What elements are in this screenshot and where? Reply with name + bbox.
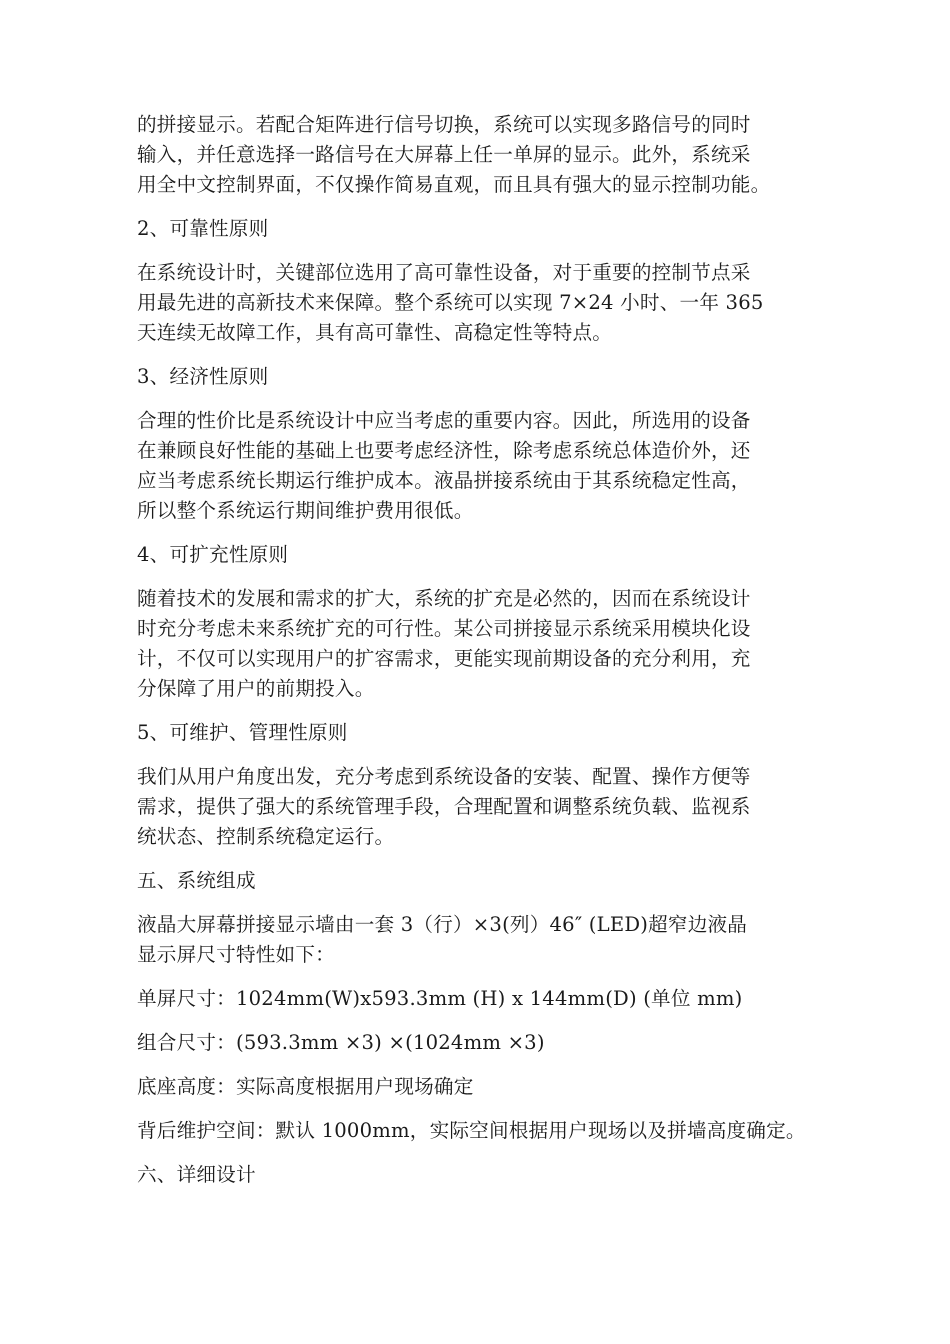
- text-line: 统状态、控制系统稳定运行。: [137, 825, 395, 848]
- paragraph-system-composition: [137, 910, 857, 970]
- text-line: 的拼接显示。若配合矩阵进行信号切换，系统可以实现多路信号的同时: [137, 113, 751, 136]
- spec-combined-size: 组合尺寸：(593.3mm ×3) ×(1024mm ×3): [137, 1031, 545, 1054]
- heading-system-composition: 五、系统组成: [137, 869, 256, 892]
- text-line: 在系统设计时，关键部位选用了高可靠性设备，对于重要的控制节点采: [137, 261, 751, 284]
- document-body: [137, 110, 857, 1204]
- text-line: 需求，提供了强大的系统管理手段，合理配置和调整系统负载、监视系: [137, 795, 751, 818]
- text-line: 显示屏尺寸特性如下：: [137, 943, 335, 966]
- spec-single-screen-size: 单屏尺寸：1024mm(W)x593.3mm (H) x 144mm(D) (单位 mm): [137, 987, 743, 1010]
- spec-base-height: 底座高度：实际高度根据用户现场确定: [137, 1075, 474, 1098]
- heading-maintainability: 5、可维护、管理性原则: [137, 721, 348, 744]
- spec-maintenance-space: 背后维护空间：默认 1000mm，实际空间根据用户现场以及拼墙高度确定。: [137, 1119, 806, 1142]
- text-line: 计，不仅可以实现用户的扩容需求，更能实现前期设备的充分利用，充: [137, 647, 751, 670]
- text-line: 在兼顾良好性能的基础上也要考虑经济性，除考虑系统总体造价外，还: [137, 439, 751, 462]
- text-line: 天连续无故障工作，具有高可靠性、高稳定性等特点。: [137, 321, 613, 344]
- text-line: 合理的性价比是系统设计中应当考虑的重要内容。因此，所选用的设备: [137, 409, 751, 432]
- text-line: 液晶大屏幕拼接显示墙由一套 3（行）×3(列）46″ (LED)超窄边液晶: [137, 913, 748, 936]
- text-line: 我们从用户角度出发，充分考虑到系统设备的安装、配置、操作方便等: [137, 765, 751, 788]
- text-line: 用全中文控制界面，不仅操作简易直观，而且具有强大的显示控制功能。: [137, 173, 771, 196]
- paragraph-economy: [137, 406, 857, 526]
- paragraph-display-intro: [137, 110, 857, 200]
- heading-detailed-design: 六、详细设计: [137, 1163, 256, 1186]
- heading-expandability: 4、可扩充性原则: [137, 543, 289, 566]
- text-line: 时充分考虑未来系统扩充的可行性。某公司拼接显示系统采用模块化设: [137, 617, 751, 640]
- text-line: 用最先进的高新技术来保障。整个系统可以实现 7×24 小时、一年 365: [137, 291, 764, 314]
- text-line: 分保障了用户的前期投入。: [137, 677, 375, 700]
- text-line: 随着技术的发展和需求的扩大，系统的扩充是必然的，因而在系统设计: [137, 587, 751, 610]
- paragraph-reliability: [137, 258, 857, 348]
- heading-reliability: 2、可靠性原则: [137, 217, 269, 240]
- paragraph-maintainability: [137, 762, 857, 852]
- text-line: 输入，并任意选择一路信号在大屏幕上任一单屏的显示。此外，系统采: [137, 143, 751, 166]
- text-line: 应当考虑系统长期运行维护成本。液晶拼接系统由于其系统稳定性高，: [137, 469, 751, 492]
- heading-economy: 3、经济性原则: [137, 365, 269, 388]
- paragraph-expandability: [137, 584, 857, 704]
- text-line: 所以整个系统运行期间维护费用很低。: [137, 499, 474, 522]
